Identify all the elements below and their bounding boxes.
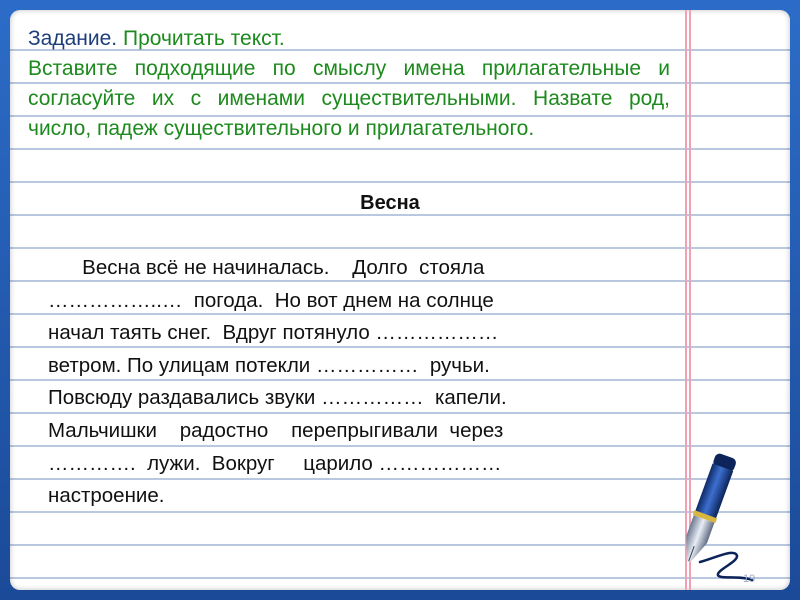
story-line: ветром. По улицам потекли …………… ручьи. [48,353,490,377]
story-text [48,252,648,513]
story-line: Повсюду раздавались звуки …………… капели. [48,386,507,410]
story-line: ……………..… погода. Но вот днем на солнце [48,288,494,312]
page-number: 19 [743,573,756,585]
pen-icon [670,450,780,585]
notebook-paper [10,10,790,590]
story-line: начал таять снег. Вдруг потянуло ……………… [48,321,499,345]
story-line: Весна всё не начиналась. Долго стояла [48,256,485,279]
task-heading [28,24,670,54]
story-line: Мальчишки радостно перепрыгивали через [48,418,504,442]
task-instructions: Вставите подходящие по смыслу имена прилагательные и согласуйте их с именами существительными. Назвате род, число, падеж существительного и прилагательного. [28,57,670,140]
story-line: …………. лужи. Вокруг царило ……………… [48,451,502,475]
task-label: Задание. [28,27,118,50]
story-line: настроение. [48,484,165,508]
task-block [28,24,670,144]
task-text: Прочитать текст. [117,27,285,50]
story-title: Весна [360,192,420,214]
